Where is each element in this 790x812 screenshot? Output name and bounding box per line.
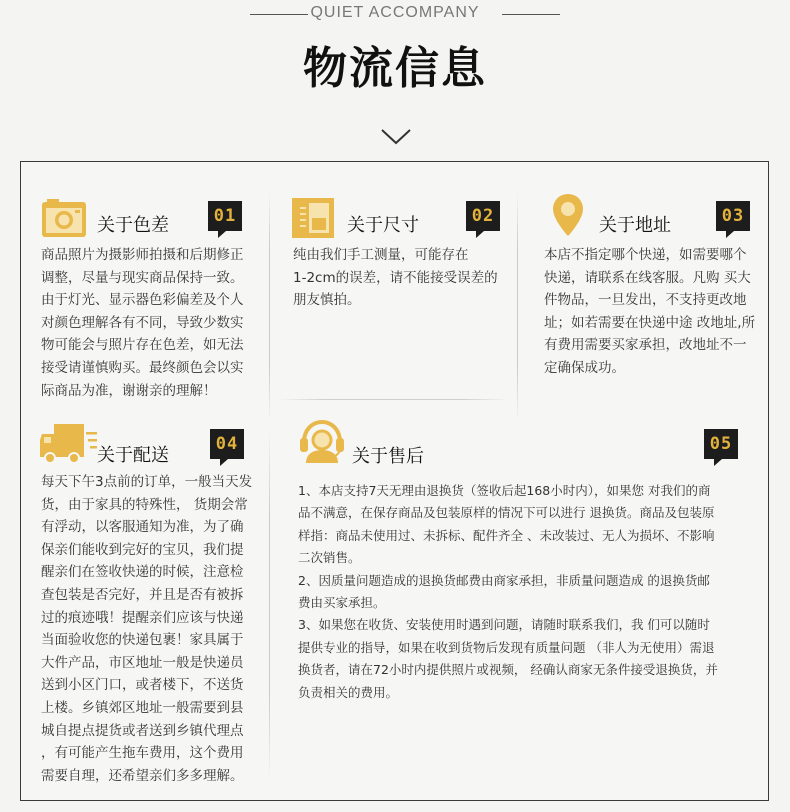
section-text-address: 本店不指定哪个快递，如需要哪个 快递，请联系在线客服。凡购 买大 件物品，一旦发出，不支持更改地 址；如若需要在快递中途 改地址,所 有费用需要买家承担，改地址不一 定确保成功。 <box>544 247 756 376</box>
chevron-down-icon <box>380 128 412 146</box>
section-text-color: 商品照片为摄影师拍摄和后期修正 调整，尽量与现实商品保持一致。 由于灯光、显示器色彩偏差及个人 对颜色理解各有不同，导致少数实 物可能会与照片存在色差，如无法 接受请谨慎购买。最终颜色会以实 际商品为准，谢谢亲的理解！ <box>41 247 244 399</box>
section-list-after-sales <box>298 480 760 704</box>
section-text-size: 纯由我们手工测量，可能存在 1-2cm的误差，请不能接受误差的 朋友慎拍。 <box>293 247 498 309</box>
section-number-badge: 02 <box>466 201 500 231</box>
location-pin-icon <box>551 192 585 238</box>
section-title-color: 关于色差 <box>97 215 169 236</box>
header-rule-right <box>502 14 560 15</box>
section-number-badge: 03 <box>716 201 750 231</box>
section-number-badge: 05 <box>704 429 738 459</box>
section-title-address: 关于地址 <box>599 215 671 236</box>
page-title: 物流信息 <box>303 43 487 94</box>
after-sales-item: 2、因质量问题造成的退换货邮费由商家承担，非质量问题造成 的退换货邮 费由买家承担。 <box>298 572 710 611</box>
section-title-size: 关于尺寸 <box>347 215 419 236</box>
camera-icon <box>41 199 87 239</box>
ruler-icon <box>292 198 334 238</box>
column-divider <box>269 192 270 422</box>
section-title-delivery: 关于配送 <box>97 445 169 466</box>
section-number-badge: 04 <box>210 429 244 459</box>
section-title-after-sales: 关于售后 <box>352 446 424 467</box>
row-divider <box>279 399 509 400</box>
customer-service-icon <box>298 418 346 464</box>
section-text-delivery: 每天下午3点前的订单，一般当天发 货，由于家具的特殊性， 货期会常 有浮动，以客服通知为准，为了确 保亲们能收到完好的宝贝，我们提 醒亲们在签收快递的时候，注意检 查包装是否完好，并且是否有被拆 过的痕迹哦！提醒亲们应该与快递 当面验收您的快递包裹！家具属于 大件产品，市区地址一般是快递员 送到小区门口，或者楼下，不送货 上楼。乡镇郊区地址一般需要到县 城自提点提货或者送到乡镇代理点 ，有可能产生拖车费用，这个费用 需要自理，还希望亲们多多理解。 <box>41 474 253 784</box>
after-sales-item: 1、本店支持7天无理由退换货（签收后起168小时内），如果您 对我们的商 品不满意，在保存商品及包装原样的情况下可以进行 退换货。商品及包装原 样指：商品未使用过、未拆标、配件齐全 、未改装过、无人为损坏、不影响 二次销售。 <box>298 483 715 566</box>
column-divider <box>269 430 270 780</box>
section-number-badge: 01 <box>208 201 242 231</box>
header-subtitle: QUIET ACCOMPANY <box>310 4 480 21</box>
after-sales-item: 3、如果您在收货、安装使用时遇到问题，请随时联系我们，我 们可以随时 提供专业的指导，如果在收到货物后发现有质量问题 （非人为无使用）需退 换货者，请在72小时内提供照片或视频， 经确认商家无条件接受退换货，并 负责相关的费用。 <box>298 617 718 700</box>
delivery-truck-icon <box>40 424 98 464</box>
